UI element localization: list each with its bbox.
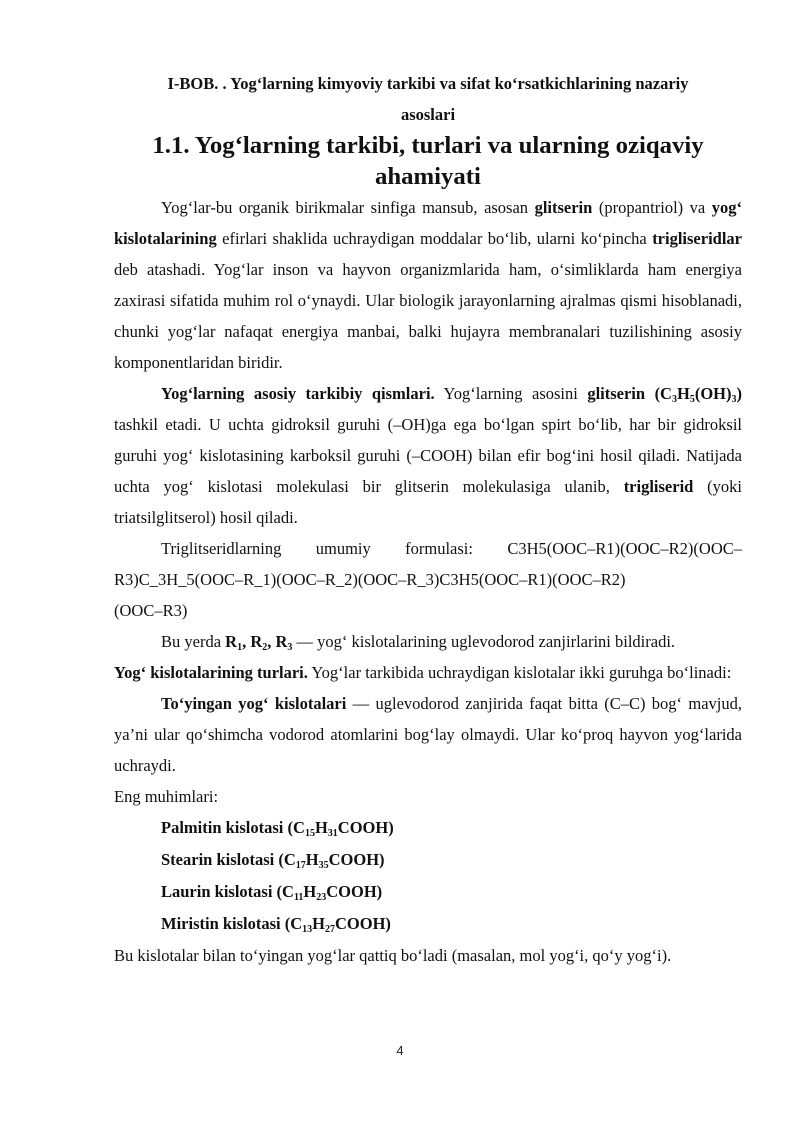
- text-run: Yog‘larning asosini: [434, 384, 588, 403]
- list-item: Miristin kislotasi $(C_{13}H_{27}COOH)$: [161, 914, 391, 935]
- paragraph-r-groups: [114, 626, 742, 657]
- chapter-title-line-2: asoslari: [400, 105, 456, 124]
- section-title: 1.1. Yog‘larning tarkibi, turlari va ularning oziqaviy ahamiyati: [152, 132, 704, 190]
- acid-list: [114, 812, 742, 940]
- r-groups: $R_1$, $R_2$, $R_3$: [225, 632, 293, 653]
- formula-line-1: Triglitseridlarning umumiy formulasi: C3H5(OOC–R1)(OOC–R2)(OOC–: [161, 539, 742, 558]
- paragraph-definition: [114, 192, 742, 378]
- list-intro: Eng muhimlari:: [114, 787, 219, 806]
- paragraph-saturated-acids: [114, 688, 742, 781]
- bold-term-fatty-acids: yog‘ kislotalarining: [114, 198, 742, 248]
- text-run: deb atashadi. Yog‘lar inson va hayvon organizmlarida ham, o‘simliklarda ham energiya zaxirasi sifatida muhim rol o‘ynaydi. Ular biologik jarayonlarning ajralmas qismi hisoblanadi, chunki yog‘lar nafaqat energiya manbai, balki hujayra membranalari tuzilishining asosiy komponentlaridan biridir.: [114, 260, 742, 372]
- chapter-title: [114, 68, 742, 130]
- chapter-title-line-1: I-BOB. . Yog‘larning kimyoviy tarkibi va sifat ko‘rsatkichlarining nazariy: [167, 74, 689, 93]
- formula-line-2: R3)C_3H_5(OOC–R_1)(OOC–R_2)(OOC–R_3)C3H5(OOC–R1)(OOC–R2): [114, 570, 626, 589]
- text-run: (propantriol) va: [592, 198, 712, 217]
- page-number: 4: [396, 1043, 404, 1058]
- list-item: Palmitin kislotasi $(C_{15}H_{31}COOH)$: [161, 818, 394, 839]
- bold-term-triglycerides: trigliseridlar: [652, 229, 742, 248]
- text-run: tashkil etadi. U uchta gidroksil guruhi (–OH)ga ega bo‘lgan spirt bo‘lib, har bir gidroksil guruhi yog‘ kislotasining karboksil guruhi (–COOH) bilan efir bog‘ini hosil qiladi. Natijada uchta yog‘ kislotasi molekulasi bir glitserin molekulasiga ulanib,: [114, 415, 742, 496]
- text-run: Yog‘lar-bu organik birikmalar sinfiga mansub, asosan: [161, 198, 535, 217]
- list-item: Stearin kislotasi $(C_{17}H_{35}COOH)$: [161, 850, 385, 871]
- bold-heading-composition: Yog‘larning asosiy tarkibiy qismlari.: [161, 384, 435, 403]
- text-run: Yog‘lar tarkibida uchraydigan kislotalar ikki guruhga bo‘linadi:: [307, 663, 732, 682]
- bold-heading-saturated: To‘yingan yog‘ kislotalari: [161, 694, 347, 713]
- formula-line-3: (OOC–R3): [114, 601, 188, 620]
- paragraph-closing: Bu kislotalar bilan to‘yingan yog‘lar qattiq bo‘ladi (masalan, mol yog‘i, qo‘y yog‘i).: [114, 946, 672, 965]
- glycerol-formula: $(C_3H_5(OH)_3)$: [654, 384, 742, 405]
- bold-heading-acid-types: Yog‘ kislotalarining turlari.: [114, 663, 308, 682]
- paragraph-composition: [114, 378, 742, 533]
- text-run: (yoki triatsilglitserol) hosil qiladi.: [114, 477, 742, 527]
- list-item: Laurin kislotasi $(C_{11}H_{23}COOH)$: [161, 882, 383, 903]
- text-run: efirlari shaklida uchraydigan moddalar bo‘lib, ularni ko‘pincha: [216, 229, 653, 248]
- bold-term-triglyceride: trigliserid: [623, 477, 694, 496]
- bold-term-glitserin: glitserin: [534, 198, 593, 217]
- text-run: — uglevodorod zanjirida faqat bitta (C–C) bog‘ mavjud, ya’ni ular qo‘shimcha vodorod atomlarini bog‘lay olmaydi. Ular ko‘proq hayvon yog‘larida uchraydi.: [114, 694, 742, 775]
- bold-term-glitserin: glitserin: [587, 384, 646, 403]
- paragraph-acid-types: [114, 657, 742, 688]
- text-run: Bu yerda: [161, 632, 226, 651]
- text-run: — yog‘ kislotalarining uglevodorod zanjirlarini bildiradi.: [292, 632, 676, 651]
